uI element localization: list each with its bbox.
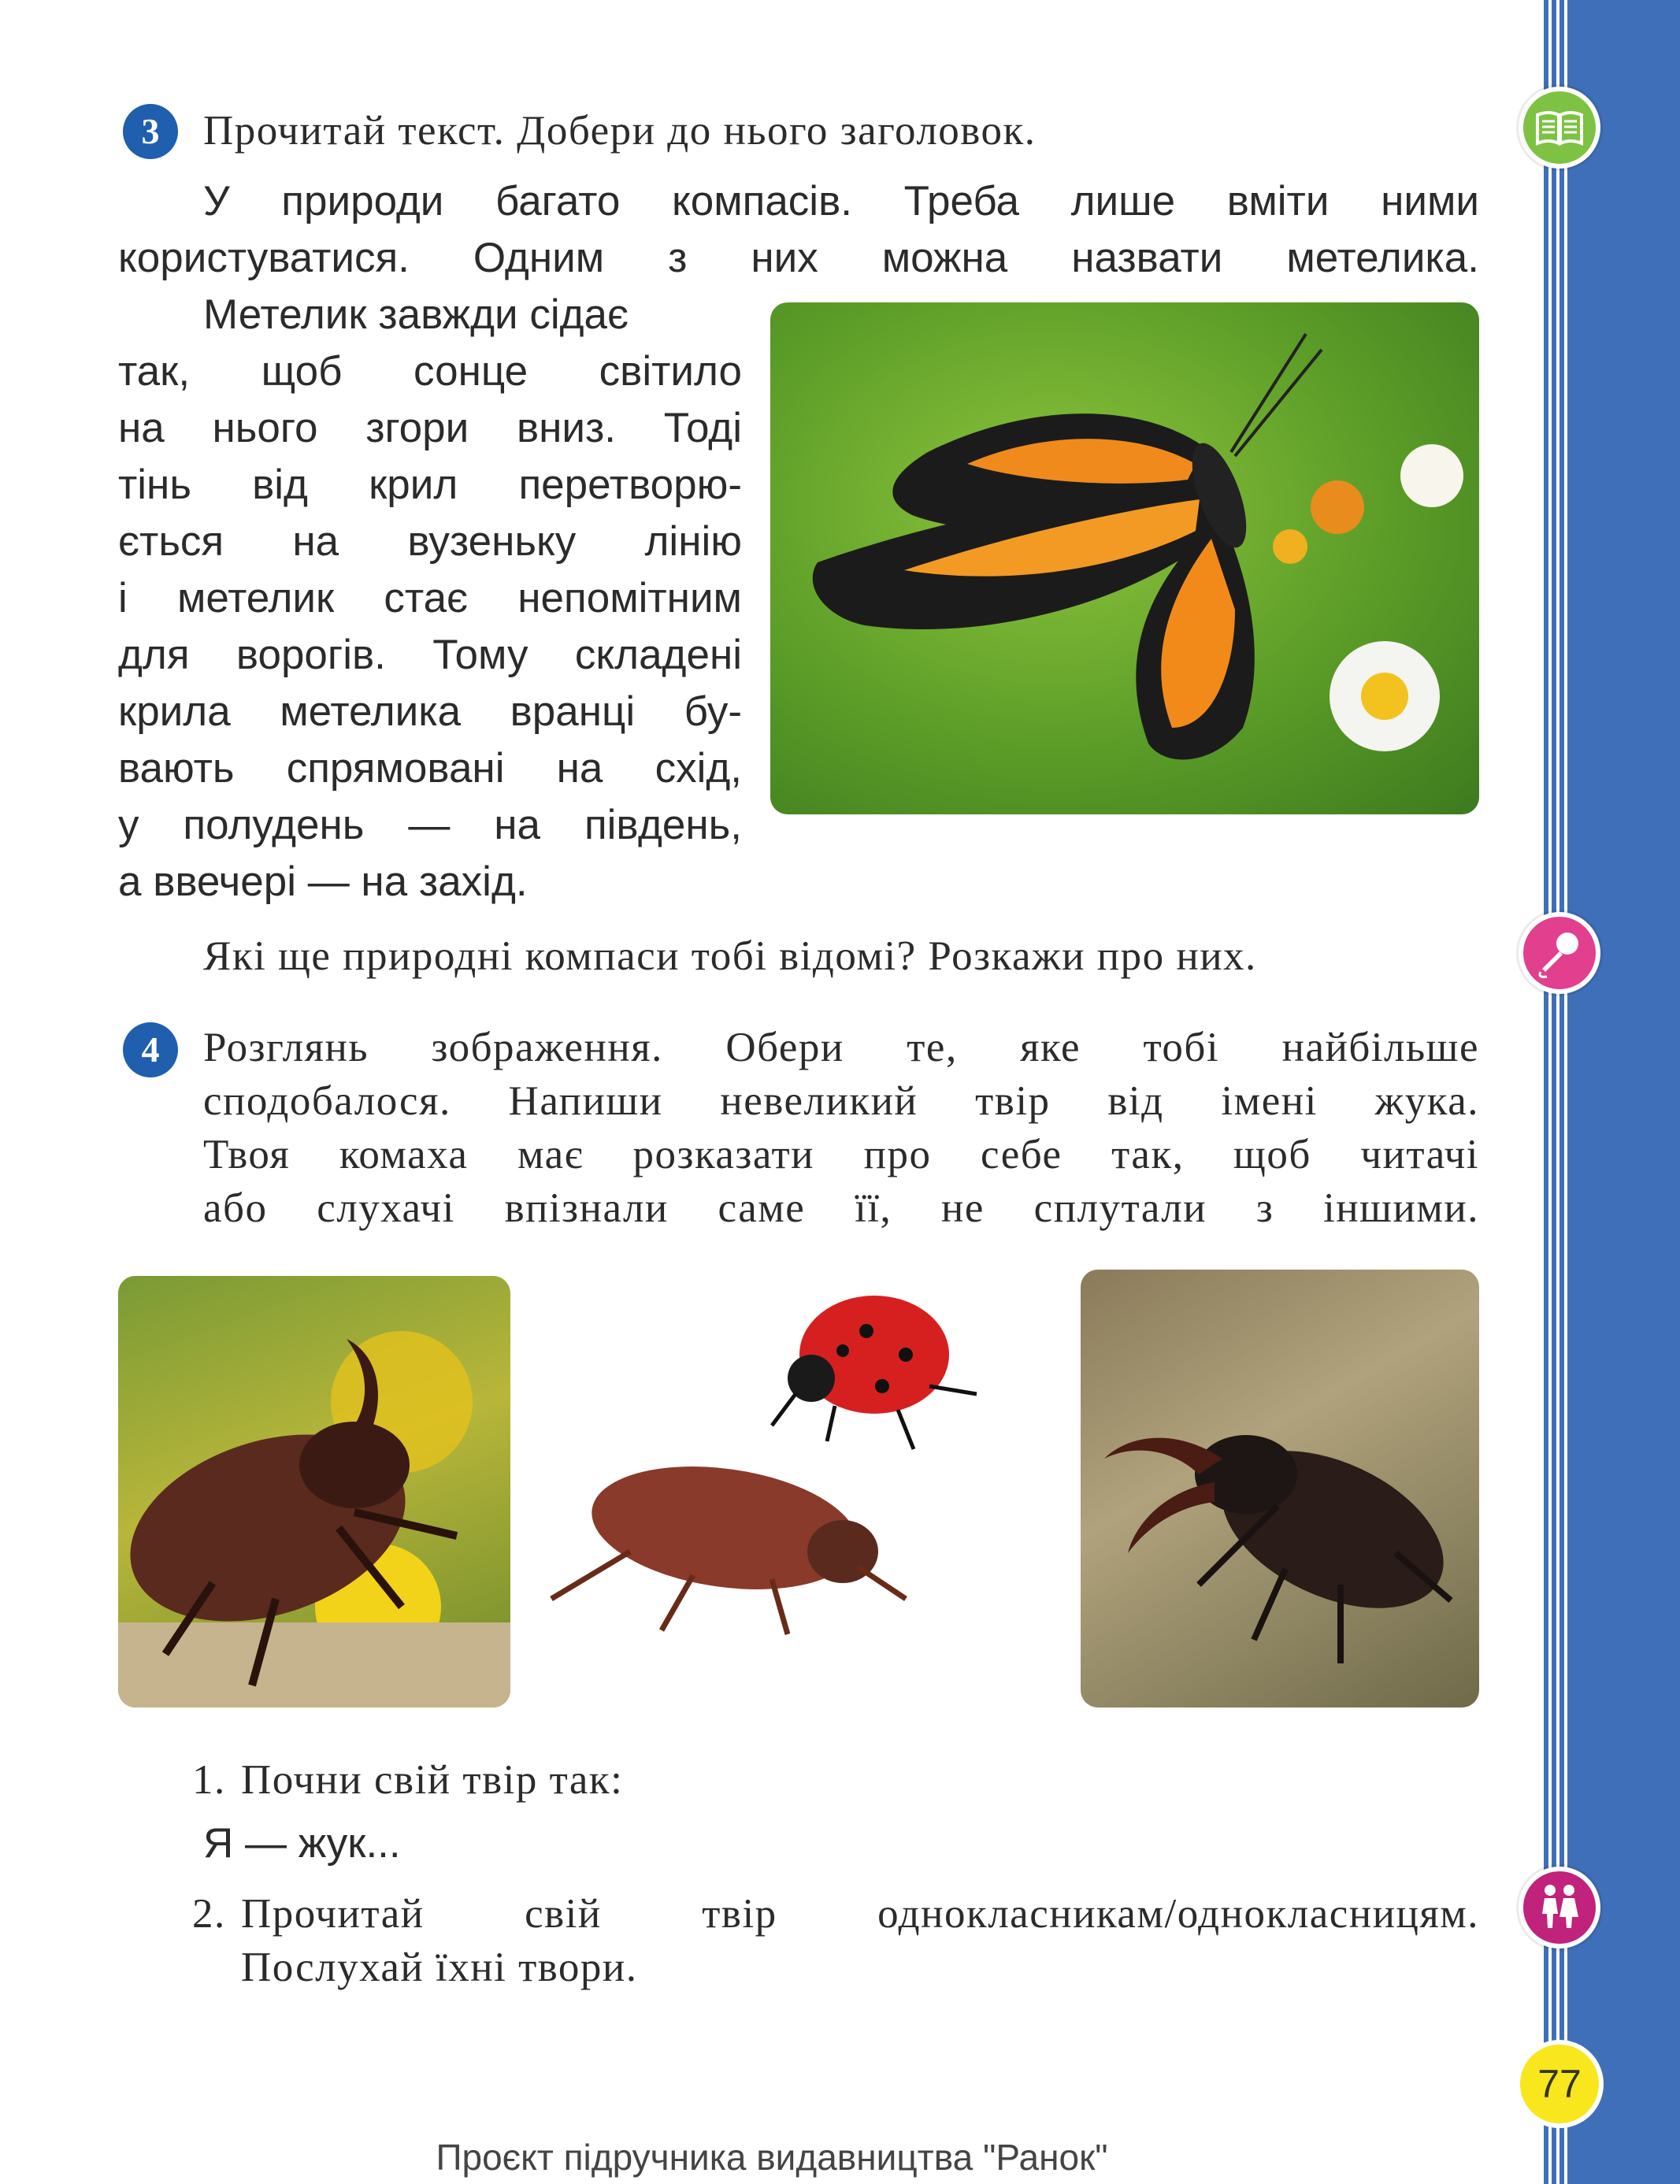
- step2-line: Прочитай свій твір однокласникам/однокласницям.: [241, 1891, 1479, 1937]
- page-number: 77: [1515, 2040, 1604, 2128]
- instruction-line: сподобалося. Напиши невеликий твір від імені жука.: [203, 1078, 1479, 1124]
- step1-number: 1.: [192, 1757, 226, 1803]
- paragraph-line: Метелик завжди сідає: [203, 291, 629, 338]
- task-number-3: 3: [123, 104, 178, 159]
- rhinoceros-beetle-photo: [118, 1276, 510, 1708]
- paragraph-line: для ворогів. Тому складені: [118, 632, 742, 678]
- task3-question: Які ще природні компаси тобі відомі? Розкажи про них.: [203, 933, 1257, 979]
- intro-line: У природи багато компасів. Треба лише вміти ними: [203, 178, 1479, 224]
- flower-illustration: [1273, 444, 1463, 751]
- open-book-icon: [1519, 87, 1600, 169]
- side-band: [1556, 0, 1680, 2184]
- instruction-line: або слухачі впізнали саме її, не сплутали з іншими.: [203, 1185, 1479, 1231]
- step1-sample: Я — жук...: [203, 1820, 401, 1867]
- paragraph-line: тінь від крил перетворю-: [118, 462, 742, 508]
- butterfly-illustration: [813, 334, 1322, 759]
- publisher-footer: Проєкт підручника видавництва "Ранок": [436, 2137, 1108, 2178]
- paragraph-line: так, щоб сонце світило: [118, 348, 742, 395]
- task3-instruction: Прочитай текст. Добери до нього заголовок.: [203, 108, 1037, 154]
- paragraph-line: на нього згори вниз. Тоді: [118, 405, 742, 451]
- task-number-4: 4: [123, 1022, 178, 1077]
- paragraph-line: вають спрямовані на схід,: [118, 745, 742, 792]
- instruction-line: Твоя комаха має розказати про себе так, щоб читачі: [203, 1132, 1479, 1177]
- step2-text: [241, 1887, 1479, 1994]
- task3-intro: [118, 173, 1479, 287]
- stag-beetle-photo: [1081, 1270, 1479, 1708]
- paragraph-line: ється на вузеньку лінію: [118, 518, 742, 565]
- beetles-cutout: [536, 1268, 1055, 1638]
- paragraph-line: у полудень — на південь,: [118, 802, 742, 848]
- task4-instruction: [203, 1021, 1479, 1235]
- side-stripes: [1544, 0, 1567, 2184]
- paragraph-line: і метелик стає непомітним: [118, 575, 742, 621]
- microphone-icon: [1519, 912, 1600, 994]
- step2-number: 2.: [192, 1891, 226, 1937]
- intro-line: користуватися. Одним з них можна назвати метелика.: [118, 235, 1479, 281]
- step1-text: Почни свій твір так:: [241, 1757, 624, 1803]
- butterfly-photo: [770, 302, 1479, 814]
- ladybug-illustration: [772, 1296, 977, 1449]
- paragraph-line: а ввечері — на захід.: [118, 858, 528, 905]
- paragraph-line: крила метелика вранці бу-: [118, 688, 742, 735]
- step2-line: Послухай їхні твори.: [241, 1945, 638, 1990]
- cockchafer-illustration: [551, 1451, 906, 1634]
- task3-paragraph: [118, 287, 742, 910]
- pair-work-icon: [1519, 1867, 1600, 1949]
- instruction-line: Розглянь зображення. Обери те, яке тобі найбільше: [203, 1025, 1479, 1070]
